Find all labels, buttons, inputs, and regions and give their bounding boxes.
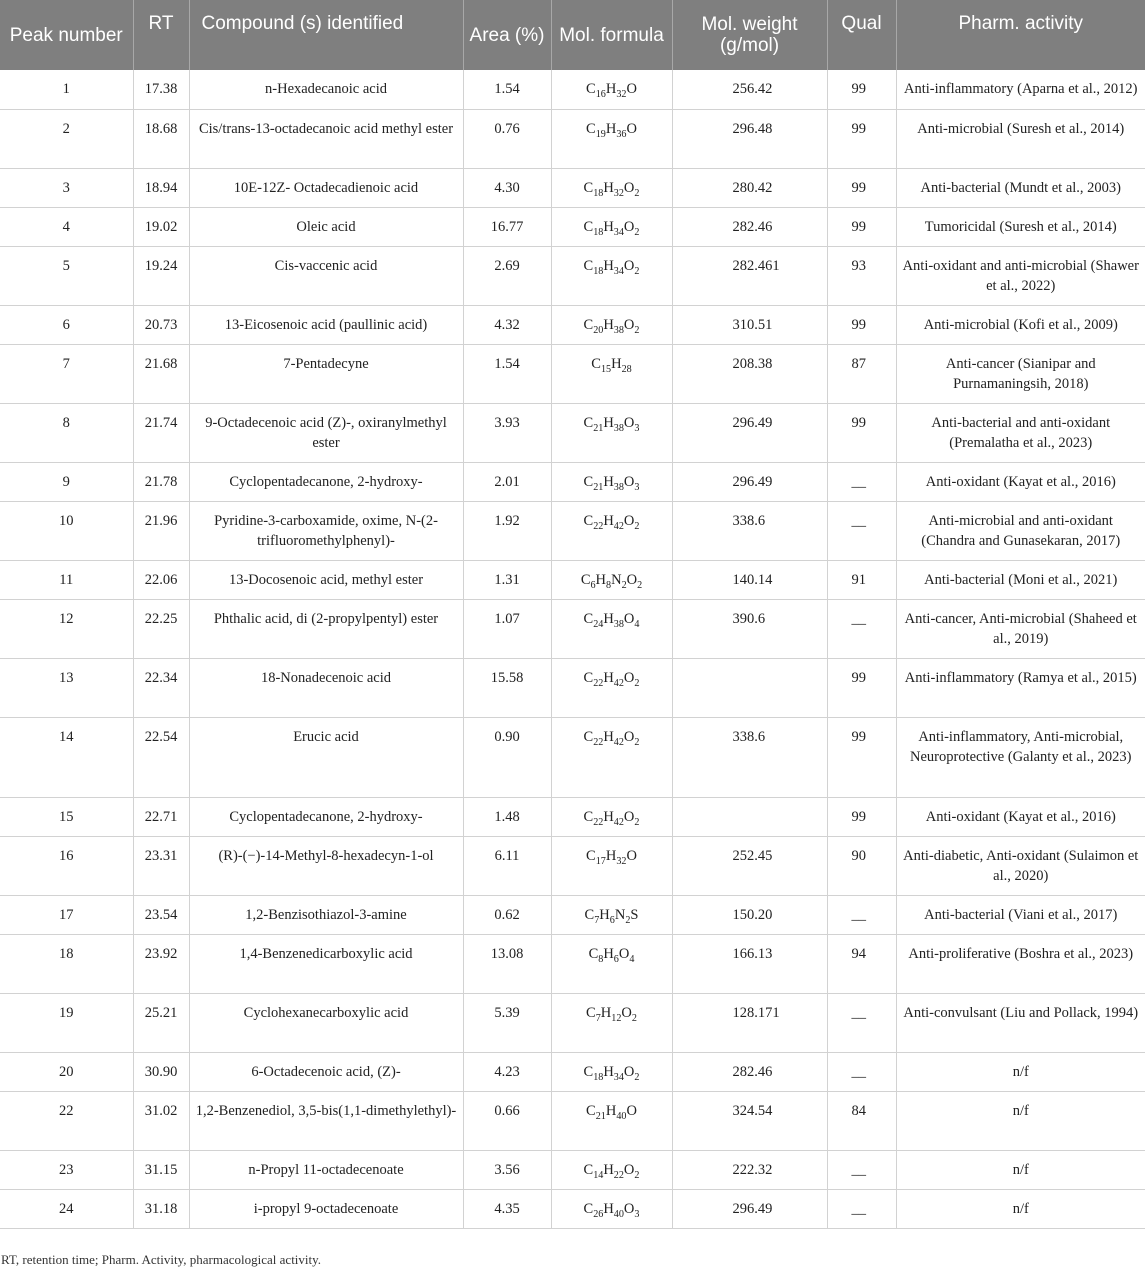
- cell-mol-weight: 282.46: [672, 207, 827, 246]
- cell-qual: 99: [827, 658, 896, 717]
- cell-qual: 99: [827, 109, 896, 168]
- cell-pharm-activity: Anti-inflammatory, Anti-microbial, Neuroprotective (Galanty et al., 2023): [896, 717, 1145, 797]
- cell-pharm-activity: Anti-proliferative (Boshra et al., 2023): [896, 934, 1145, 993]
- cell-mol-formula: $C_{16}H_{32}O$: [551, 70, 672, 109]
- cell-mol-weight: 208.38: [672, 344, 827, 403]
- cell-peak-number: 17: [0, 895, 133, 934]
- cell-peak-number: 15: [0, 797, 133, 836]
- cell-pharm-activity: Anti-cancer, Anti-microbial (Shaheed et al., 2019): [896, 599, 1145, 658]
- cell-qual: __: [827, 993, 896, 1052]
- cell-mol-formula: $C_{18}H_{32}O_2$: [551, 168, 672, 207]
- cell-mol-formula: $C_{18}H_{34}O_2$: [551, 246, 672, 305]
- cell-mol-weight: 390.6: [672, 599, 827, 658]
- cell-peak-number: 7: [0, 344, 133, 403]
- cell-peak-number: 12: [0, 599, 133, 658]
- cell-area: 4.30: [463, 168, 551, 207]
- cell-compound: Cyclohexanecarboxylic acid: [189, 993, 463, 1052]
- header-mol-formula: Mol. formula: [551, 0, 672, 70]
- cell-qual: __: [827, 501, 896, 560]
- cell-pharm-activity: Anti-inflammatory (Ramya et al., 2015): [896, 658, 1145, 717]
- cell-qual: 87: [827, 344, 896, 403]
- cell-rt: 23.31: [133, 836, 189, 895]
- cell-area: 4.23: [463, 1052, 551, 1091]
- cell-pharm-activity: Anti-diabetic, Anti-oxidant (Sulaimon et al., 2020): [896, 836, 1145, 895]
- cell-rt: 31.18: [133, 1189, 189, 1228]
- cell-qual: __: [827, 599, 896, 658]
- cell-mol-weight: 252.45: [672, 836, 827, 895]
- cell-rt: 21.96: [133, 501, 189, 560]
- cell-compound: 13-Docosenoic acid, methyl ester: [189, 560, 463, 599]
- cell-mol-formula: $C_8H_6O_4$: [551, 934, 672, 993]
- cell-area: 13.08: [463, 934, 551, 993]
- cell-rt: 25.21: [133, 993, 189, 1052]
- table-row: [0, 207, 1145, 246]
- cell-pharm-activity: Anti-bacterial (Moni et al., 2021): [896, 560, 1145, 599]
- table-row: [0, 344, 1145, 403]
- cell-compound: (R)-(−)-14-Methyl-8-hexadecyn-1-ol: [189, 836, 463, 895]
- cell-compound: Cis/trans-13-octadecanoic acid methyl ester: [189, 109, 463, 168]
- cell-area: 1.54: [463, 70, 551, 109]
- cell-area: 0.66: [463, 1091, 551, 1150]
- cell-compound: 13-Eicosenoic acid (paullinic acid): [189, 305, 463, 344]
- cell-peak-number: 8: [0, 403, 133, 462]
- cell-rt: 31.02: [133, 1091, 189, 1150]
- cell-mol-formula: $C_{26}H_{40}O_3$: [551, 1189, 672, 1228]
- cell-peak-number: 11: [0, 560, 133, 599]
- cell-mol-weight: 128.171: [672, 993, 827, 1052]
- table-row: [0, 501, 1145, 560]
- cell-pharm-activity: n/f: [896, 1189, 1145, 1228]
- table-row: [0, 1150, 1145, 1189]
- cell-pharm-activity: Anti-oxidant (Kayat et al., 2016): [896, 462, 1145, 501]
- cell-mol-formula: $C_{21}H_{40}O$: [551, 1091, 672, 1150]
- table-row: [0, 168, 1145, 207]
- cell-pharm-activity: Anti-microbial and anti-oxidant (Chandra and Gunasekaran, 2017): [896, 501, 1145, 560]
- cell-area: 3.93: [463, 403, 551, 462]
- cell-pharm-activity: n/f: [896, 1091, 1145, 1150]
- cell-compound: 1,2-Benzisothiazol-3-amine: [189, 895, 463, 934]
- cell-compound: Cyclopentadecanone, 2-hydroxy-: [189, 462, 463, 501]
- cell-peak-number: 4: [0, 207, 133, 246]
- cell-pharm-activity: Anti-oxidant (Kayat et al., 2016): [896, 797, 1145, 836]
- cell-peak-number: 16: [0, 836, 133, 895]
- cell-mol-formula: $C_{21}H_{38}O_3$: [551, 462, 672, 501]
- table-body: [0, 70, 1145, 1228]
- cell-peak-number: 6: [0, 305, 133, 344]
- cell-qual: 94: [827, 934, 896, 993]
- cell-mol-formula: $C_{21}H_{38}O_3$: [551, 403, 672, 462]
- cell-mol-formula: $C_{22}H_{42}O_2$: [551, 797, 672, 836]
- cell-mol-formula: $C_{20}H_{38}O_2$: [551, 305, 672, 344]
- header-pharm-activity: Pharm. activity: [896, 0, 1145, 70]
- cell-qual: 99: [827, 70, 896, 109]
- cell-peak-number: 18: [0, 934, 133, 993]
- table-row: [0, 797, 1145, 836]
- cell-mol-formula: $C_{22}H_{42}O_2$: [551, 501, 672, 560]
- table-row: [0, 1052, 1145, 1091]
- cell-mol-weight: 150.20: [672, 895, 827, 934]
- cell-compound: Pyridine-3-carboxamide, oxime, N-(2-trifluoromethylphenyl)-: [189, 501, 463, 560]
- cell-rt: 21.68: [133, 344, 189, 403]
- header-rt: RT: [133, 0, 189, 70]
- cell-compound: 10E-12Z- Octadecadienoic acid: [189, 168, 463, 207]
- cell-peak-number: 23: [0, 1150, 133, 1189]
- cell-peak-number: 22: [0, 1091, 133, 1150]
- cell-mol-weight: 296.49: [672, 462, 827, 501]
- cell-peak-number: 13: [0, 658, 133, 717]
- cell-rt: 21.74: [133, 403, 189, 462]
- table-row: [0, 1189, 1145, 1228]
- cell-mol-formula: $C_7H_{12}O_2$: [551, 993, 672, 1052]
- cell-area: 2.01: [463, 462, 551, 501]
- cell-pharm-activity: Tumoricidal (Suresh et al., 2014): [896, 207, 1145, 246]
- cell-compound: Cyclopentadecanone, 2-hydroxy-: [189, 797, 463, 836]
- cell-area: 1.31: [463, 560, 551, 599]
- cell-mol-formula: $C_6H_8N_2O_2$: [551, 560, 672, 599]
- cell-pharm-activity: Anti-cancer (Sianipar and Purnamaningsih, 2018): [896, 344, 1145, 403]
- header-mol-weight: Mol. weight (g/mol): [672, 0, 827, 70]
- table-row: [0, 560, 1145, 599]
- cell-qual: 99: [827, 717, 896, 797]
- cell-qual: 99: [827, 403, 896, 462]
- header-qual: Qual: [827, 0, 896, 70]
- cell-mol-weight: 296.49: [672, 403, 827, 462]
- table-row: [0, 836, 1145, 895]
- cell-peak-number: 9: [0, 462, 133, 501]
- cell-area: 3.56: [463, 1150, 551, 1189]
- cell-area: 2.69: [463, 246, 551, 305]
- cell-area: 1.54: [463, 344, 551, 403]
- cell-compound: i-propyl 9-octadecenoate: [189, 1189, 463, 1228]
- table-header-row: [0, 0, 1145, 70]
- cell-qual: __: [827, 895, 896, 934]
- cell-mol-weight: [672, 797, 827, 836]
- cell-rt: 23.92: [133, 934, 189, 993]
- cell-pharm-activity: Anti-oxidant and anti-microbial (Shawer et al., 2022): [896, 246, 1145, 305]
- cell-peak-number: 24: [0, 1189, 133, 1228]
- table-row: [0, 717, 1145, 797]
- table-row: [0, 246, 1145, 305]
- cell-compound: 1,2-Benzenediol, 3,5-bis(1,1-dimethylethyl)-: [189, 1091, 463, 1150]
- table-row: [0, 934, 1145, 993]
- cell-peak-number: 5: [0, 246, 133, 305]
- cell-peak-number: 10: [0, 501, 133, 560]
- cell-qual: 90: [827, 836, 896, 895]
- cell-mol-formula: $C_{18}H_{34}O_2$: [551, 207, 672, 246]
- cell-area: 5.39: [463, 993, 551, 1052]
- cell-area: 4.35: [463, 1189, 551, 1228]
- cell-qual: __: [827, 1150, 896, 1189]
- cell-compound: Phthalic acid, di (2-propylpentyl) ester: [189, 599, 463, 658]
- cell-qual: 93: [827, 246, 896, 305]
- cell-pharm-activity: n/f: [896, 1052, 1145, 1091]
- cell-rt: 18.94: [133, 168, 189, 207]
- cell-qual: __: [827, 1189, 896, 1228]
- cell-qual: 84: [827, 1091, 896, 1150]
- cell-rt: 19.24: [133, 246, 189, 305]
- cell-area: 0.90: [463, 717, 551, 797]
- cell-rt: 19.02: [133, 207, 189, 246]
- cell-qual: 99: [827, 797, 896, 836]
- cell-mol-weight: 280.42: [672, 168, 827, 207]
- cell-mol-weight: 338.6: [672, 717, 827, 797]
- cell-mol-weight: 296.48: [672, 109, 827, 168]
- header-peak-number: Peak number: [0, 0, 133, 70]
- cell-peak-number: 2: [0, 109, 133, 168]
- cell-mol-formula: $C_{19}H_{36}O$: [551, 109, 672, 168]
- cell-mol-formula: $C_{22}H_{42}O_2$: [551, 658, 672, 717]
- cell-rt: 22.25: [133, 599, 189, 658]
- cell-mol-formula: $C_{24}H_{38}O_4$: [551, 599, 672, 658]
- cell-area: 6.11: [463, 836, 551, 895]
- cell-area: 1.92: [463, 501, 551, 560]
- cell-area: 15.58: [463, 658, 551, 717]
- cell-compound: 7-Pentadecyne: [189, 344, 463, 403]
- cell-rt: 22.71: [133, 797, 189, 836]
- table-row: [0, 403, 1145, 462]
- cell-rt: 21.78: [133, 462, 189, 501]
- table-row: [0, 1091, 1145, 1150]
- cell-pharm-activity: Anti-bacterial (Mundt et al., 2003): [896, 168, 1145, 207]
- cell-pharm-activity: Anti-bacterial and anti-oxidant (Premalatha et al., 2023): [896, 403, 1145, 462]
- cell-rt: 22.06: [133, 560, 189, 599]
- cell-rt: 18.68: [133, 109, 189, 168]
- cell-pharm-activity: Anti-inflammatory (Aparna et al., 2012): [896, 70, 1145, 109]
- header-area: Area (%): [463, 0, 551, 70]
- table-row: [0, 109, 1145, 168]
- cell-mol-formula: $C_{18}H_{34}O_2$: [551, 1052, 672, 1091]
- cell-mol-formula: $C_{15}H_{28}$: [551, 344, 672, 403]
- cell-peak-number: 14: [0, 717, 133, 797]
- table-row: [0, 658, 1145, 717]
- table-row: [0, 70, 1145, 109]
- cell-area: 0.76: [463, 109, 551, 168]
- cell-mol-formula: $C_{14}H_{22}O_2$: [551, 1150, 672, 1189]
- cell-peak-number: 3: [0, 168, 133, 207]
- table-row: [0, 305, 1145, 344]
- cell-qual: 99: [827, 207, 896, 246]
- table-row: [0, 993, 1145, 1052]
- table-row: [0, 462, 1145, 501]
- cell-mol-weight: [672, 658, 827, 717]
- cell-mol-formula: $C_{22}H_{42}O_2$: [551, 717, 672, 797]
- cell-pharm-activity: Anti-bacterial (Viani et al., 2017): [896, 895, 1145, 934]
- cell-pharm-activity: Anti-convulsant (Liu and Pollack, 1994): [896, 993, 1145, 1052]
- cell-compound: Erucic acid: [189, 717, 463, 797]
- table-row: [0, 599, 1145, 658]
- cell-compound: Cis-vaccenic acid: [189, 246, 463, 305]
- cell-compound: 18-Nonadecenoic acid: [189, 658, 463, 717]
- cell-rt: 30.90: [133, 1052, 189, 1091]
- cell-mol-weight: 256.42: [672, 70, 827, 109]
- cell-compound: 9-Octadecenoic acid (Z)-, oxiranylmethyl ester: [189, 403, 463, 462]
- cell-peak-number: 19: [0, 993, 133, 1052]
- cell-pharm-activity: Anti-microbial (Suresh et al., 2014): [896, 109, 1145, 168]
- cell-mol-weight: 140.14: [672, 560, 827, 599]
- cell-peak-number: 1: [0, 70, 133, 109]
- cell-compound: n-Propyl 11-octadecenoate: [189, 1150, 463, 1189]
- cell-area: 16.77: [463, 207, 551, 246]
- cell-peak-number: 20: [0, 1052, 133, 1091]
- table-row: [0, 895, 1145, 934]
- cell-rt: 22.34: [133, 658, 189, 717]
- cell-mol-weight: 324.54: [672, 1091, 827, 1150]
- cell-compound: n-Hexadecanoic acid: [189, 70, 463, 109]
- cell-compound: Oleic acid: [189, 207, 463, 246]
- cell-area: 1.07: [463, 599, 551, 658]
- cell-rt: 31.15: [133, 1150, 189, 1189]
- cell-mol-weight: 310.51: [672, 305, 827, 344]
- cell-rt: 22.54: [133, 717, 189, 797]
- cell-rt: 20.73: [133, 305, 189, 344]
- cell-area: 4.32: [463, 305, 551, 344]
- cell-mol-weight: 222.32: [672, 1150, 827, 1189]
- cell-rt: 17.38: [133, 70, 189, 109]
- cell-area: 0.62: [463, 895, 551, 934]
- cell-mol-weight: 282.46: [672, 1052, 827, 1091]
- cell-mol-weight: 296.49: [672, 1189, 827, 1228]
- cell-qual: __: [827, 1052, 896, 1091]
- cell-pharm-activity: n/f: [896, 1150, 1145, 1189]
- cell-qual: 99: [827, 305, 896, 344]
- cell-mol-weight: 166.13: [672, 934, 827, 993]
- cell-pharm-activity: Anti-microbial (Kofi et al., 2009): [896, 305, 1145, 344]
- table-footnote: RT, retention time; Pharm. Activity, pharmacological activity.: [1, 1252, 322, 1267]
- cell-mol-formula: $C_7H_6N_2S$: [551, 895, 672, 934]
- cell-qual: 91: [827, 560, 896, 599]
- cell-mol-weight: 282.461: [672, 246, 827, 305]
- cell-qual: __: [827, 462, 896, 501]
- cell-mol-weight: 338.6: [672, 501, 827, 560]
- cell-mol-formula: $C_{17}H_{32}O$: [551, 836, 672, 895]
- cell-rt: 23.54: [133, 895, 189, 934]
- cell-area: 1.48: [463, 797, 551, 836]
- cell-compound: 1,4-Benzenedicarboxylic acid: [189, 934, 463, 993]
- cell-qual: 99: [827, 168, 896, 207]
- cell-compound: 6-Octadecenoic acid, (Z)-: [189, 1052, 463, 1091]
- header-compound: Compound (s) identified: [189, 0, 463, 70]
